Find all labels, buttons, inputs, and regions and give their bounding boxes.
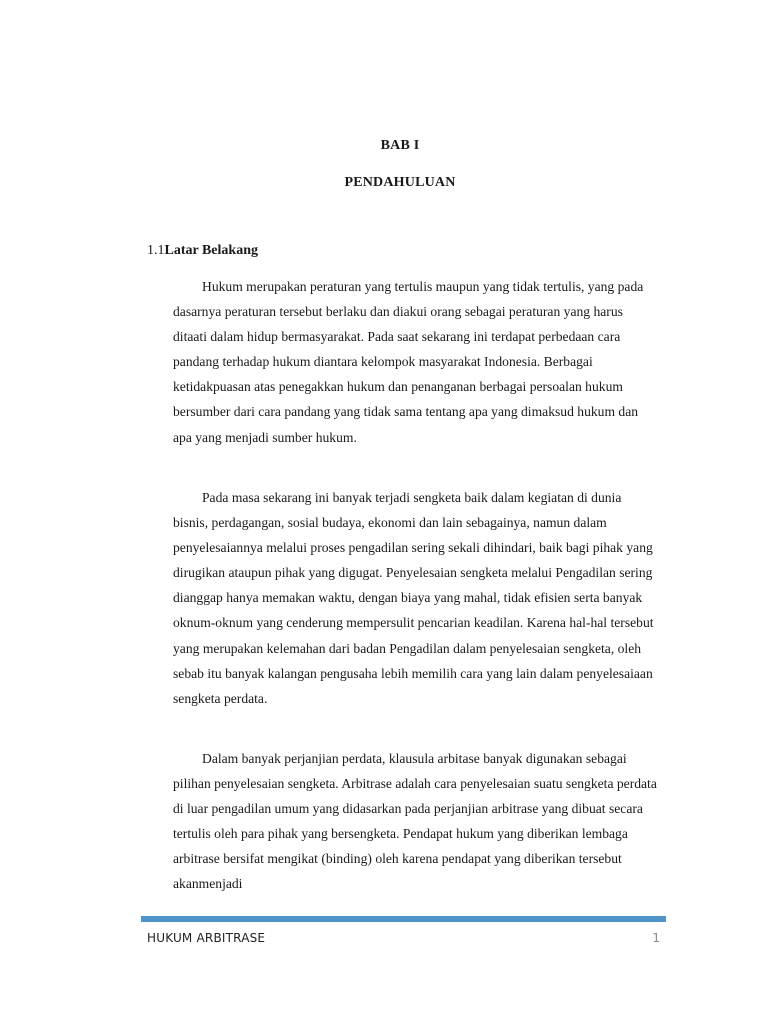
section-title: Latar Belakang: [164, 243, 258, 258]
section-number: 1.1: [147, 243, 165, 258]
body-paragraph: Dalam banyak perjanjian perdata, klausula arbitase banyak digunakan sebagai pilihan penyelesaian sengketa. Arbitrase adalah cara penyelesaian suatu sengketa perdata di luar pengadilan umum yang didasarkan pada perjanjian arbitrase yang dibuat secara tertulis oleh para pihak yang bersengketa. Pendapat hukum yang diberikan lembaga arbitrase bersifat mengikat (binding) oleh karena pendapat yang diberikan tersebut akanmenjadi: [173, 751, 657, 892]
footer-title: HUKUM ARBITRASE: [147, 931, 266, 945]
chapter-title: PENDAHULUAN: [344, 175, 456, 190]
chapter-label: BAB I: [380, 138, 420, 153]
page-number: 1: [652, 931, 660, 945]
body-paragraph: Pada masa sekarang ini banyak terjadi sengketa baik dalam kegiatan di dunia bisnis, perdagangan, sosial budaya, ekonomi dan lain sebagainya, namun dalam penyelesaiannya melalui proses pengadilan sering sekali dihindari, baik bagi pihak yang dirugikan ataupun pihak yang digugat. Penyelesaian sengketa melalui Pengadilan sering dianggap hanya memakan waktu, dengan biaya yang mahal, tidak efisien serta banyak oknum-oknum yang cenderung mempersulit pencarian keadilan. Karena hal-hal tersebut yang merupakan kelemahan dari badan Pengadilan dalam penyelesaian sengketa, oleh sebab itu banyak kalangan pengusaha lebih memilih cara yang lain dalam penyelesaiaan sengketa perdata.: [173, 490, 654, 706]
section-heading: [147, 243, 258, 259]
footer-rule: [141, 916, 666, 922]
body-paragraph: Hukum merupakan peraturan yang tertulis maupun yang tidak tertulis, yang pada dasarnya peraturan tersebut berlaku dan diakui orang sebagai peraturan yang harus ditaati dalam hidup bermasyarakat. Pada saat sekarang ini terdapat perbedaan cara pandang terhadap hukum diantara kelompok masyarakat Indonesia. Berbagai ketidakpuasan atas penegakkan hukum dan penanganan berbagai persoalan hukum bersumber dari cara pandang yang tidak sama tentang apa yang dimaksud hukum dan apa yang menjadi sumber hukum.: [173, 279, 644, 445]
